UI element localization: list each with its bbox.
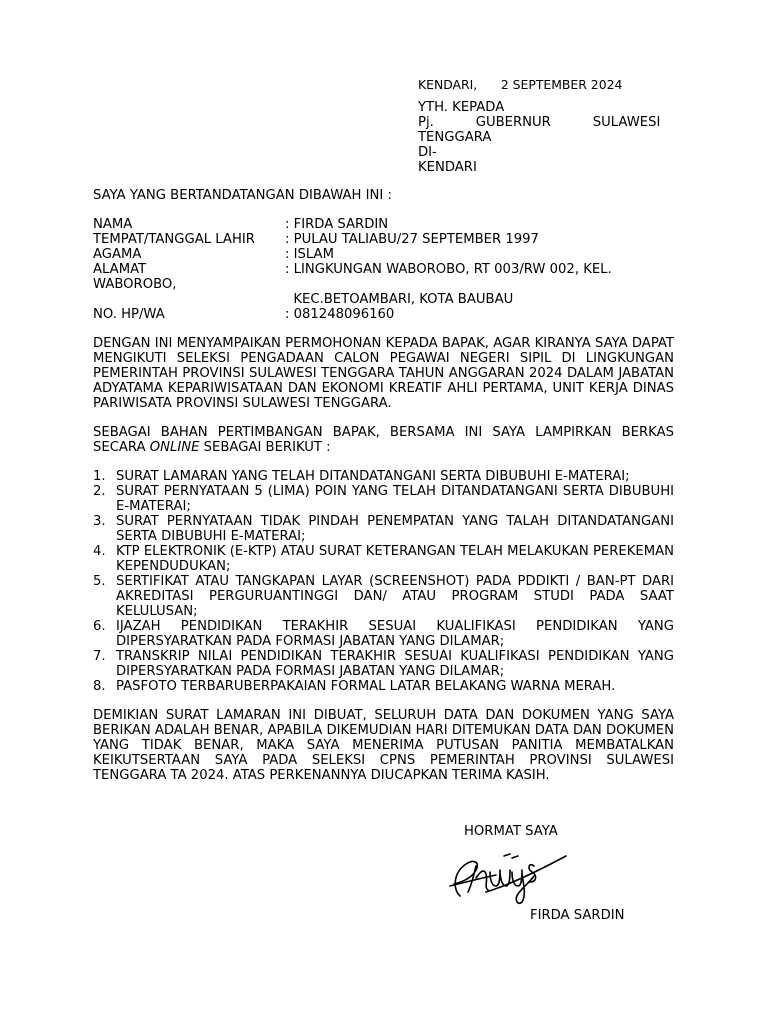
list-item xyxy=(93,469,674,484)
list-item xyxy=(93,514,674,544)
list-number: 2. xyxy=(93,484,106,499)
list-text: SERTIFIKAT ATAU TANGKAPAN LAYAR (SCREENSHOT) PADA PDDIKTI / BAN-PT DARI AKREDITASI PERGURUANTINGGI DAN/ ATAU PROGRAM STUDI PADA SAAT KELULUSAN; xyxy=(116,574,674,619)
signatory-name: FIRDA SARDIN xyxy=(530,908,625,923)
list-item xyxy=(93,679,674,694)
attachment-list xyxy=(93,469,674,694)
recipient-line: Pj. GUBERNUR SULAWESI xyxy=(418,115,661,130)
identity-value: : 081248096160 xyxy=(285,307,395,322)
attachment-intro xyxy=(93,425,674,455)
list-item xyxy=(93,544,674,574)
identity-value: : ISLAM xyxy=(285,247,334,262)
identity-row xyxy=(93,277,176,292)
identity-row xyxy=(93,217,388,232)
online-emphasis: ONLINE xyxy=(149,440,200,455)
recipient-line: YTH. KEPADA xyxy=(418,100,505,115)
list-number: 1. xyxy=(93,469,106,484)
list-text: SURAT PERNYATAAN TIDAK PINDAH PENEMPATAN YANG TALAH DITANDATANGANI SERTA DIBUBUHI E-MATERAI; xyxy=(116,514,674,544)
list-text: IJAZAH PENDIDIKAN TERAKHIR SESUAI KUALIFIKASI PENDIDIKAN YANG DIPERSYARATKAN PADA FORMASI JABATAN YANG DILAMAR; xyxy=(116,619,674,649)
recipient-line: KENDARI xyxy=(418,160,477,175)
identity-value: : PULAU TALIABU/27 SEPTEMBER 1997 xyxy=(285,232,539,247)
list-number: 6. xyxy=(93,619,106,634)
recipient-block xyxy=(418,100,674,175)
list-item xyxy=(93,649,674,679)
list-text: PASFOTO TERBARUBERPAKAIAN FORMAL LATAR BELAKANG WARNA MERAH. xyxy=(116,679,616,694)
list-text: TRANSKRIP NILAI PENDIDIKAN TERAKHIR SESUAI KUALIFIKASI PENDIDIKAN YANG DIPERSYARATKAN PADA FORMASI JABATAN YANG DILAMAR; xyxy=(116,649,674,679)
identity-row xyxy=(93,307,394,322)
list-number: 5. xyxy=(93,574,106,589)
list-number: 4. xyxy=(93,544,106,559)
identity-row xyxy=(93,232,539,247)
identity-row xyxy=(93,262,612,277)
identity-label: TEMPAT/TANGGAL LAHIR xyxy=(93,232,255,247)
identity-label: WABOROBO, xyxy=(93,277,177,292)
list-item xyxy=(93,619,674,649)
recipient-line: TENGGARA xyxy=(418,130,492,145)
identity-row xyxy=(93,292,513,307)
list-number: 8. xyxy=(93,679,106,694)
identity-label: NO. HP/WA xyxy=(93,307,165,322)
identity-value: KEC.BETOAMBARI, KOTA BAUBAU xyxy=(285,292,514,307)
list-text: SURAT PERNYATAAN 5 (LIMA) POIN YANG TELAH DITANDATANGANI SERTA DIBUBUHI E-MATERAI; xyxy=(116,484,674,514)
attachment-intro-text: SEBAGAI BAHAN PERTIMBANGAN BAPAK, BERSAMA INI SAYA LAMPIRKAN BERKAS SECARA xyxy=(93,425,674,455)
list-text: SURAT LAMARAN YANG TELAH DITANDATANGANI SERTA DIBUBUHI E-MATERAI; xyxy=(116,469,630,484)
list-item xyxy=(93,484,674,514)
identity-row xyxy=(93,247,334,262)
recipient-line: DI- xyxy=(418,145,437,160)
request-paragraph: DENGAN INI MENYAMPAIKAN PERMOHONAN KEPADA BAPAK, AGAR KIRANYA SAYA DAPAT MENGIKUTI SELEKSI PENGADAAN CALON PEGAWAI NEGERI SIPIL DI LINGKUNGAN PEMERINTAH PROVINSI SULAWESI TENGGARA TAHUN ANGGARAN 2024 DALAM JABATAN ADYATAMA KEPARIWISATAAN DAN EKONOMI KREATIF AHLI PERTAMA, UNIT KERJA DINAS PARIWISATA PROVINSI SULAWESI TENGGARA. xyxy=(93,336,674,411)
identity-label: NAMA xyxy=(93,217,133,232)
signoff-greeting: HORMAT SAYA xyxy=(464,824,558,839)
attachment-intro-text: SEBAGAI BERIKUT : xyxy=(199,440,331,455)
intro-line: SAYA YANG BERTANDATANGAN DIBAWAH INI : xyxy=(93,188,392,203)
place-date: KENDARI, 2 SEPTEMBER 2024 xyxy=(418,77,623,92)
identity-label: AGAMA xyxy=(93,247,142,262)
list-number: 7. xyxy=(93,649,106,664)
identity-label: ALAMAT xyxy=(93,262,147,277)
list-text: KTP ELEKTRONIK (E-KTP) ATAU SURAT KETERANGAN TELAH MELAKUKAN PEREKEMAN KEPENDUDUKAN; xyxy=(116,544,674,574)
list-item xyxy=(93,574,674,619)
identity-value: : LINGKUNGAN WABOROBO, RT 003/RW 002, KEL. xyxy=(285,262,612,277)
signature xyxy=(446,848,570,906)
list-number: 3. xyxy=(93,514,106,529)
identity-value: : FIRDA SARDIN xyxy=(285,217,389,232)
closing-paragraph: DEMIKIAN SURAT LAMARAN INI DIBUAT, SELURUH DATA DAN DOKUMEN YANG SAYA BERIKAN ADALAH BENAR, APABILA DIKEMUDIAN HARI DITEMUKAN DATA DAN DOKUMEN YANG TIDAK BENAR, MAKA SAYA MENERIMA PUTUSAN PANITIA MEMBATALKAN KEIKUTSERTAAN SAYA PADA SELEKSI CPNS PEMERINTAH PROVINSI SULAWESI TENGGARA TA 2024. ATAS PERKENANNYA DIUCAPKAN TERIMA KASIH. xyxy=(93,708,674,783)
